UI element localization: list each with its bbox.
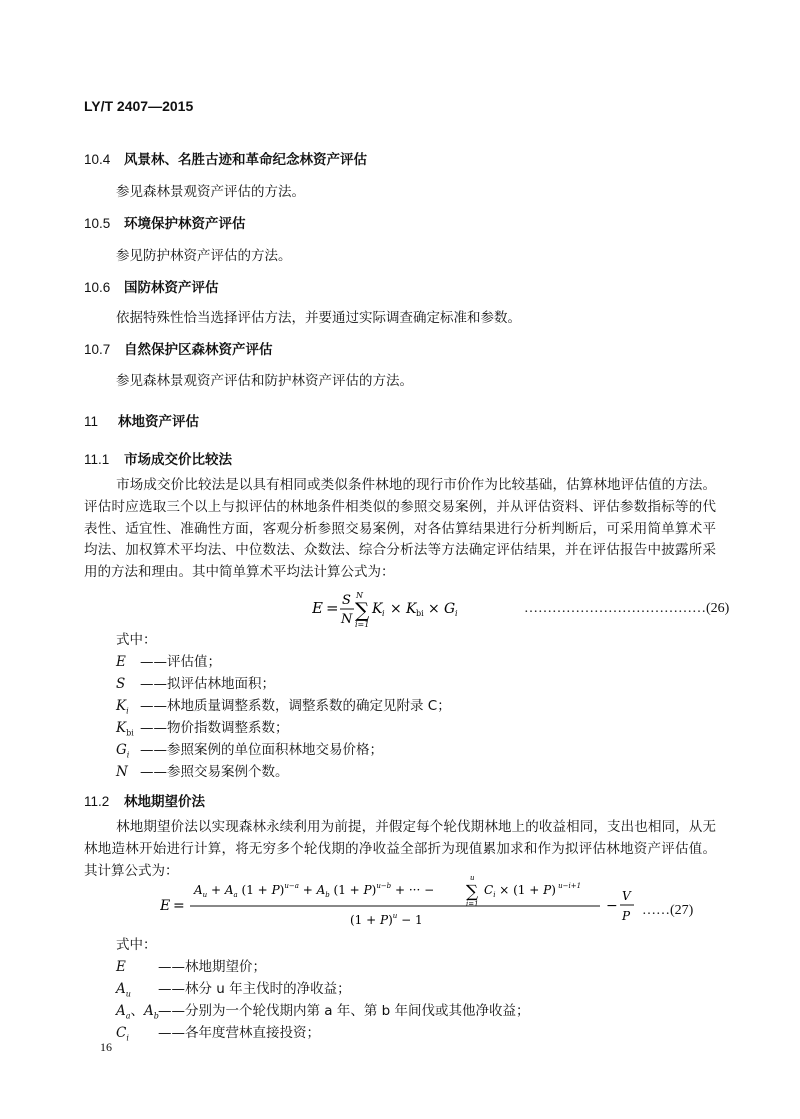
svg-text:∑: ∑	[466, 882, 479, 902]
formula-26-graphic	[312, 589, 492, 631]
variable-E: E ——评估值；	[116, 654, 221, 670]
svg-text:i: i	[382, 609, 385, 618]
variable-desc: ——分别为一个轮伐期内第 a 年、第 b 年间伐或其他净收益；	[158, 1003, 530, 1019]
svg-text:V: V	[622, 889, 631, 903]
section-body-10-4: 参见森林景观资产评估的方法。	[116, 184, 305, 200]
section-number: 10.4	[84, 152, 111, 167]
svg-text:−: −	[606, 898, 618, 914]
svg-text:×: ×	[428, 601, 440, 617]
variable-desc: ——林地质量调整系数，调整系数的确定见附录 C；	[140, 698, 451, 714]
paragraph-11-1	[84, 475, 716, 584]
svg-text:Au + Aa (1 + P)u−a + Ab (1 + P: $A_u + A_a$ $(1 + P)^{u-a} + A_b$ $(1 + P)^{u-b}$ + ··· −	[194, 882, 435, 899]
svg-text:u: u	[470, 874, 475, 882]
variable-desc: ——林分 u 年主伐时的净收益；	[158, 981, 351, 997]
paragraph-text: 林地期望价法以实现森林永续利用为前提，并假定每个轮伐期林地上的收益相同，支出也相同，从无林地造林开始进行计算，将无穷多个轮伐期的净收益全部折为现值累加求和作为拟评估林地资产评估值。其计算公式为：	[84, 819, 716, 879]
section-number: 10.6	[84, 280, 111, 295]
svg-text:K: K	[406, 601, 417, 617]
section-title: 国防林资产评估	[124, 280, 219, 296]
section-number: 10.7	[84, 342, 111, 357]
paragraph-text: 市场成交价比较法是以具有相同或类似条件林地的现行市价作为比较基础，估算林地评估值的方法。评估时应选取三个以上与拟评估的林地条件相类似的参照交易案例，并从评估资料、评估参数指标等的代表性、适宜性、准确性方面，客观分析参照交易案例，对各估算结果进行分析判断后，可采用简单算术平均法、加权算术平均法、中位数法、众数法、综合分析法等方法确定评估结果，并在评估报告中披露所采用的方法和理由。其中简单算术平均法计算公式为：	[84, 477, 716, 581]
section-title: 风景林、名胜古迹和革命纪念林资产评估	[124, 152, 367, 168]
svg-text:N: N	[356, 591, 363, 600]
where-label: 式中：	[116, 632, 157, 648]
section-heading-11-2	[84, 790, 205, 810]
variable-E: E ——林地期望价；	[116, 959, 266, 975]
section-body-10-7: 参见森林景观资产评估和防护林资产评估的方法。	[116, 373, 413, 389]
variable-N: N ——参照交易案例个数。	[116, 764, 289, 780]
formula-26	[312, 589, 492, 631]
svg-text:=: =	[173, 898, 185, 914]
section-title: 自然保护区森林资产评估	[124, 342, 273, 358]
chapter-title: 林地资产评估	[118, 414, 199, 430]
equation-number-26: …………………………………(26)	[524, 601, 730, 616]
section-heading-10-4	[84, 148, 367, 168]
svg-text:×: ×	[390, 601, 402, 617]
svg-text:Ci × (1 + P) u−i+1: $C_i \times (1 + P)$ $^{u-i+1}$	[484, 882, 582, 899]
section-heading-11-1	[84, 448, 232, 468]
variable-desc: ——参照案例的单位面积林地交易价格；	[140, 742, 383, 758]
chapter-heading-11	[84, 410, 199, 430]
variable-Au: $A_u$ ——林分 u 年主伐时的净收益；	[116, 981, 351, 999]
section-body-10-5: 参见防护林资产评估的方法。	[116, 248, 292, 264]
svg-text:N: N	[341, 612, 353, 627]
svg-text:E: E	[312, 599, 323, 617]
variable-S: S ——拟评估林地面积；	[116, 676, 275, 692]
variable-desc: ——林地期望价；	[158, 959, 266, 975]
svg-text:=: =	[326, 599, 339, 617]
variable-desc: ——参照交易案例个数。	[140, 764, 289, 780]
variable-Ci: $C_i$ ——各年度营林直接投资；	[116, 1025, 320, 1043]
variable-Gi: $G_i$ ——参照案例的单位面积林地交易价格；	[116, 742, 383, 760]
section-number: 11.2	[84, 794, 110, 809]
svg-text:∑: ∑	[355, 598, 370, 622]
svg-text:i: i	[455, 609, 458, 618]
variable-Aa-Ab: $A_a$、$A_b——$分别为一个轮伐期内第 a 年、第 b 年间伐或其他净收益；	[116, 1003, 530, 1021]
section-number: 11.1	[84, 452, 110, 467]
formula-27-graphic	[160, 872, 640, 930]
variable-Kbi: $K_{bi}$ ——物价指数调整系数；	[116, 720, 289, 738]
variable-desc: ——各年度营林直接投资；	[158, 1025, 320, 1041]
section-title: 市场成交价比较法	[124, 452, 232, 468]
section-number: 10.5	[84, 216, 111, 231]
variable-desc: ——拟评估林地面积；	[140, 676, 275, 692]
svg-text:i=1: i=1	[355, 620, 370, 629]
equation-number-27: ……(27)	[642, 903, 694, 918]
svg-text:G: G	[444, 601, 456, 617]
variable-desc: ——物价指数调整系数；	[140, 720, 289, 736]
section-body-10-6: 依据特殊性恰当选择评估方法，并要通过实际调查确定标准和参数。	[116, 310, 521, 326]
variable-Ki: $K_i$ ——林地质量调整系数，调整系数的确定见附录 C；	[116, 698, 451, 716]
svg-text:(1 + P)u − 1: $(1 + P)^u - 1$	[350, 912, 423, 927]
svg-text:i=1: i=1	[466, 900, 479, 908]
standard-code: LY/T 2407—2015	[84, 98, 194, 114]
section-heading-10-7	[84, 338, 273, 358]
variable-desc: ——评估值；	[140, 654, 221, 670]
svg-text:K: K	[372, 601, 383, 617]
where-label: 式中：	[116, 937, 157, 953]
svg-text:bi: bi	[416, 609, 424, 618]
formula-27	[160, 872, 640, 930]
chapter-number: 11	[84, 414, 99, 429]
svg-text:S: S	[342, 593, 351, 608]
section-title: 林地期望价法	[124, 794, 205, 810]
page-number: 16	[100, 1040, 112, 1054]
section-title: 环境保护林资产评估	[124, 216, 246, 232]
section-heading-10-5	[84, 212, 246, 232]
svg-text:E: E	[160, 898, 171, 914]
svg-text:P: P	[622, 909, 631, 923]
section-heading-10-6	[84, 276, 219, 296]
